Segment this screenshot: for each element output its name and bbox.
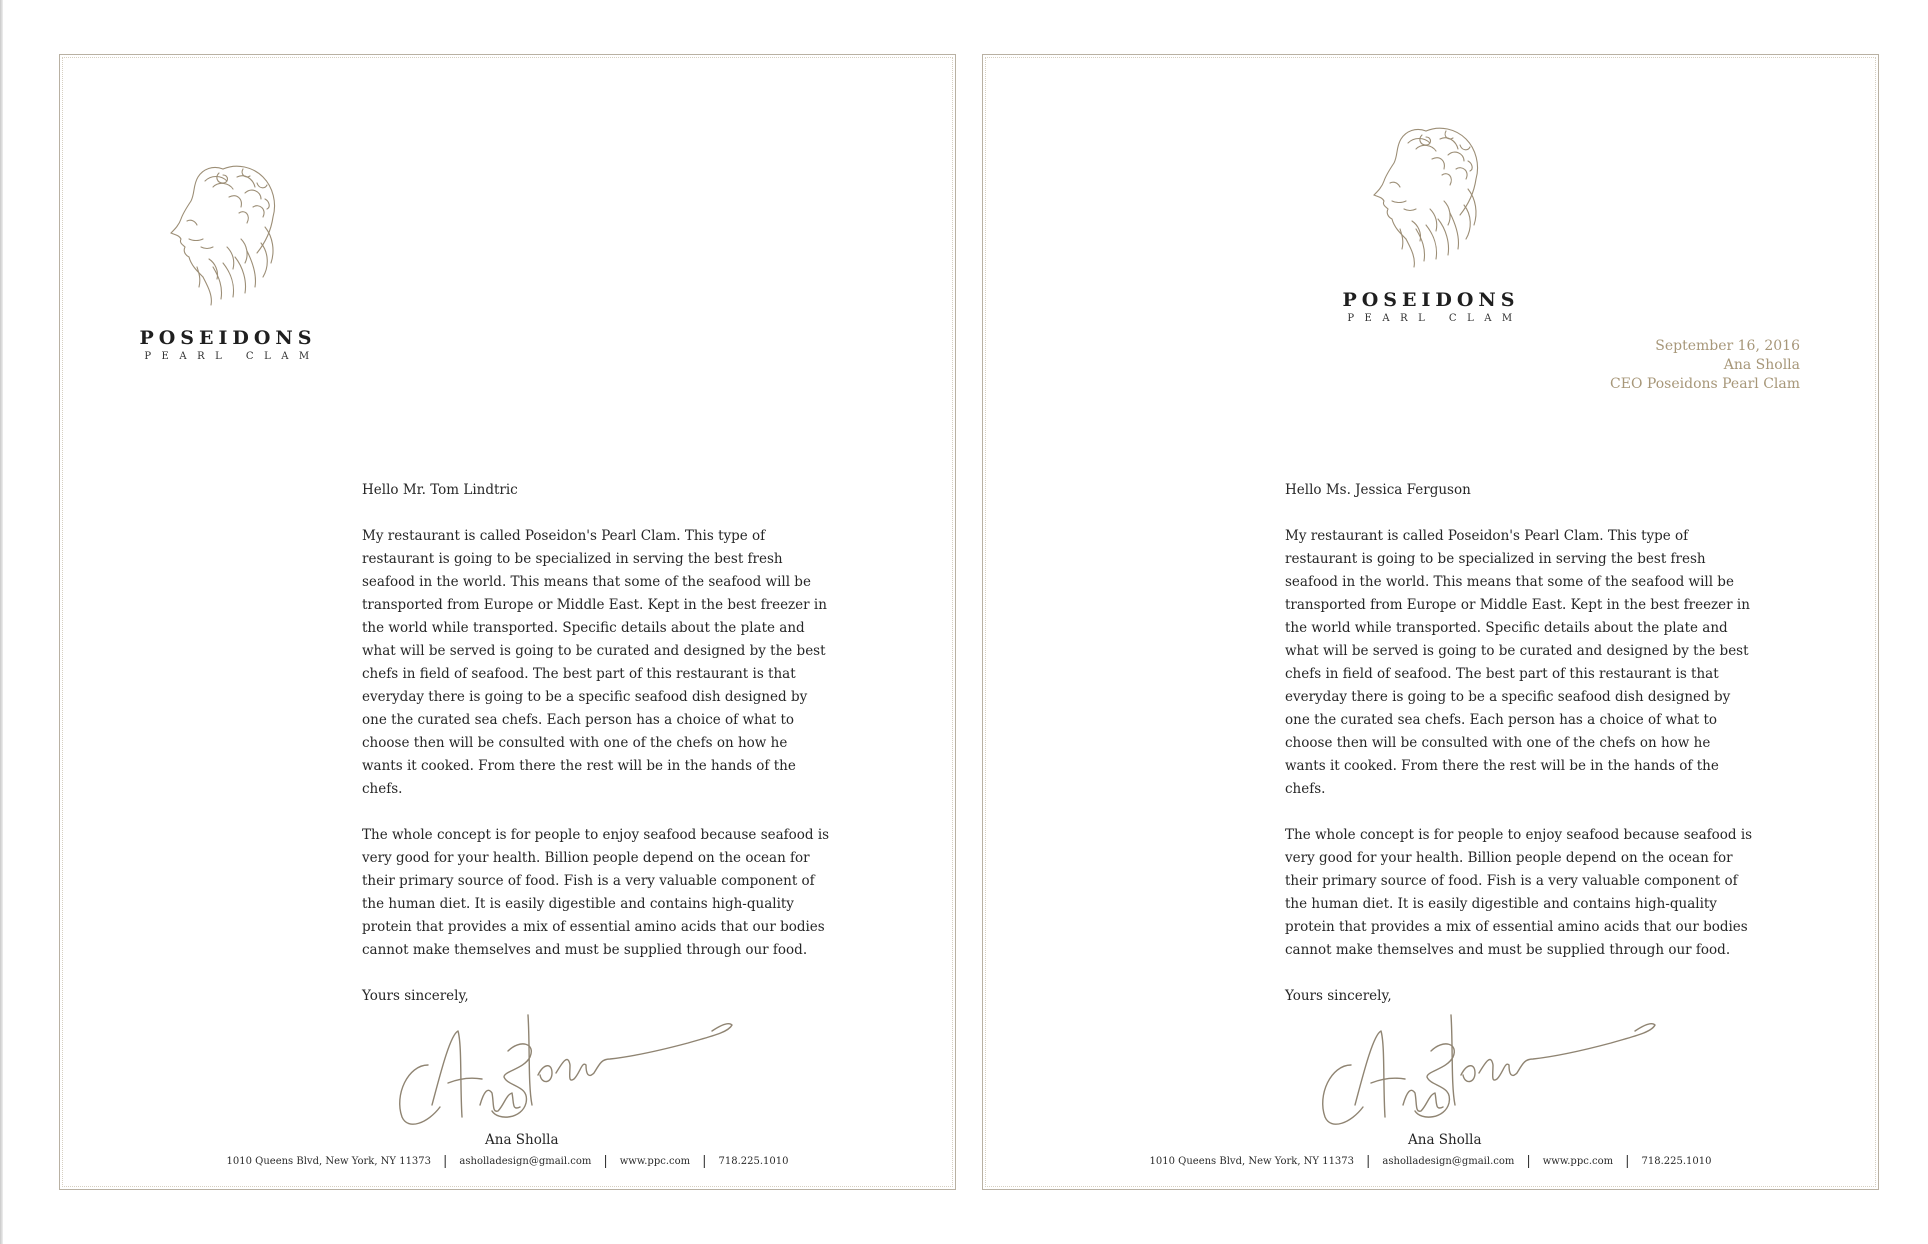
brand-subtitle: PEARL CLAM — [1347, 313, 1523, 324]
closing: Yours sincerely, — [362, 988, 469, 1004]
letter-page-right — [982, 54, 1879, 1190]
footer-separator: | — [1625, 1154, 1630, 1169]
footer-website: www.ppc.com — [1542, 1156, 1614, 1167]
paragraph-2: The whole concept is for people to enjoy seafood because seafood is very good for your health. Billion people depend on the ocean for their primary source of food. Fish is a very valuable component of the human diet. It is easily digestible and contains high-quality protein that provides a mix of essential amino acids that our bodies cannot make themselves and must be supplied through our food. — [1285, 827, 1753, 958]
signature-block — [1311, 955, 1671, 1165]
handwritten-signature — [388, 955, 748, 1135]
footer-address: 1010 Queens Blvd, New York, NY 11373 — [1149, 1156, 1355, 1167]
footer-website: www.ppc.com — [619, 1156, 691, 1167]
poseidon-head-icon — [153, 147, 303, 317]
sender-block — [1610, 337, 1800, 394]
footer-phone: 718.225.1010 — [718, 1156, 789, 1167]
page-edge — [0, 0, 3, 1244]
footer-separator: | — [1526, 1154, 1531, 1169]
letter-body — [1285, 479, 1755, 1031]
brand-name: POSEIDONS — [1342, 289, 1520, 311]
footer-address: 1010 Queens Blvd, New York, NY 11373 — [226, 1156, 432, 1167]
letter-body — [362, 479, 832, 1031]
brand-logo — [1331, 109, 1531, 324]
letter-footer — [983, 1154, 1878, 1169]
brand-subtitle: PEARL CLAM — [144, 351, 320, 362]
letter-footer — [60, 1154, 955, 1169]
footer-phone: 718.225.1010 — [1641, 1156, 1712, 1167]
poseidon-head-icon — [1356, 109, 1506, 279]
brand-name: POSEIDONS — [139, 327, 317, 349]
footer-separator: | — [702, 1154, 707, 1169]
greeting: Hello Mr. Tom Lindtric — [362, 482, 518, 498]
closing: Yours sincerely, — [1285, 988, 1392, 1004]
paragraph-1: My restaurant is called Poseidon's Pearl Clam. This type of restaurant is going to be specialized in serving the best fresh seafood in the world. This means that some of the seafood will be transported from Europe or Middle East. Kept in the best freezer in the world while transported. Specific details about the plate and what will be served is going to be curated and designed by the best chefs in field of seafood. The best part of this restaurant is that everyday there is going to be a specific seafood dish designed by one the curated sea chefs. Each person has a choice of what to choose then will be consulted with one of the chefs on how he wants it cooked. From there the rest will be in the hands of the chefs. — [1285, 528, 1750, 797]
greeting: Hello Ms. Jessica Ferguson — [1285, 482, 1471, 498]
paragraph-2: The whole concept is for people to enjoy seafood because seafood is very good for your health. Billion people depend on the ocean for their primary source of food. Fish is a very valuable component of the human diet. It is easily digestible and contains high-quality protein that provides a mix of essential amino acids that our bodies cannot make themselves and must be supplied through our food. — [362, 827, 830, 958]
signer-name: Ana Sholla — [1408, 1132, 1482, 1148]
brand-logo — [128, 147, 328, 362]
footer-separator: | — [603, 1154, 608, 1169]
footer-email: asholladesign@gmail.com — [459, 1156, 592, 1167]
letter-date: September 16, 2016 — [1655, 338, 1800, 354]
letter-page-left — [59, 54, 956, 1190]
signer-name: Ana Sholla — [485, 1132, 559, 1148]
footer-separator: | — [1366, 1154, 1371, 1169]
paragraph-1: My restaurant is called Poseidon's Pearl Clam. This type of restaurant is going to be specialized in serving the best fresh seafood in the world. This means that some of the seafood will be transported from Europe or Middle East. Kept in the best freezer in the world while transported. Specific details about the plate and what will be served is going to be curated and designed by the best chefs in field of seafood. The best part of this restaurant is that everyday there is going to be a specific seafood dish designed by one the curated sea chefs. Each person has a choice of what to choose then will be consulted with one of the chefs on how he wants it cooked. From there the rest will be in the hands of the chefs. — [362, 528, 827, 797]
sender-name: Ana Sholla — [1723, 357, 1800, 373]
sender-title: CEO Poseidons Pearl Clam — [1610, 376, 1800, 392]
footer-email: asholladesign@gmail.com — [1382, 1156, 1515, 1167]
signature-block — [388, 955, 748, 1165]
footer-separator: | — [443, 1154, 448, 1169]
handwritten-signature — [1311, 955, 1671, 1135]
